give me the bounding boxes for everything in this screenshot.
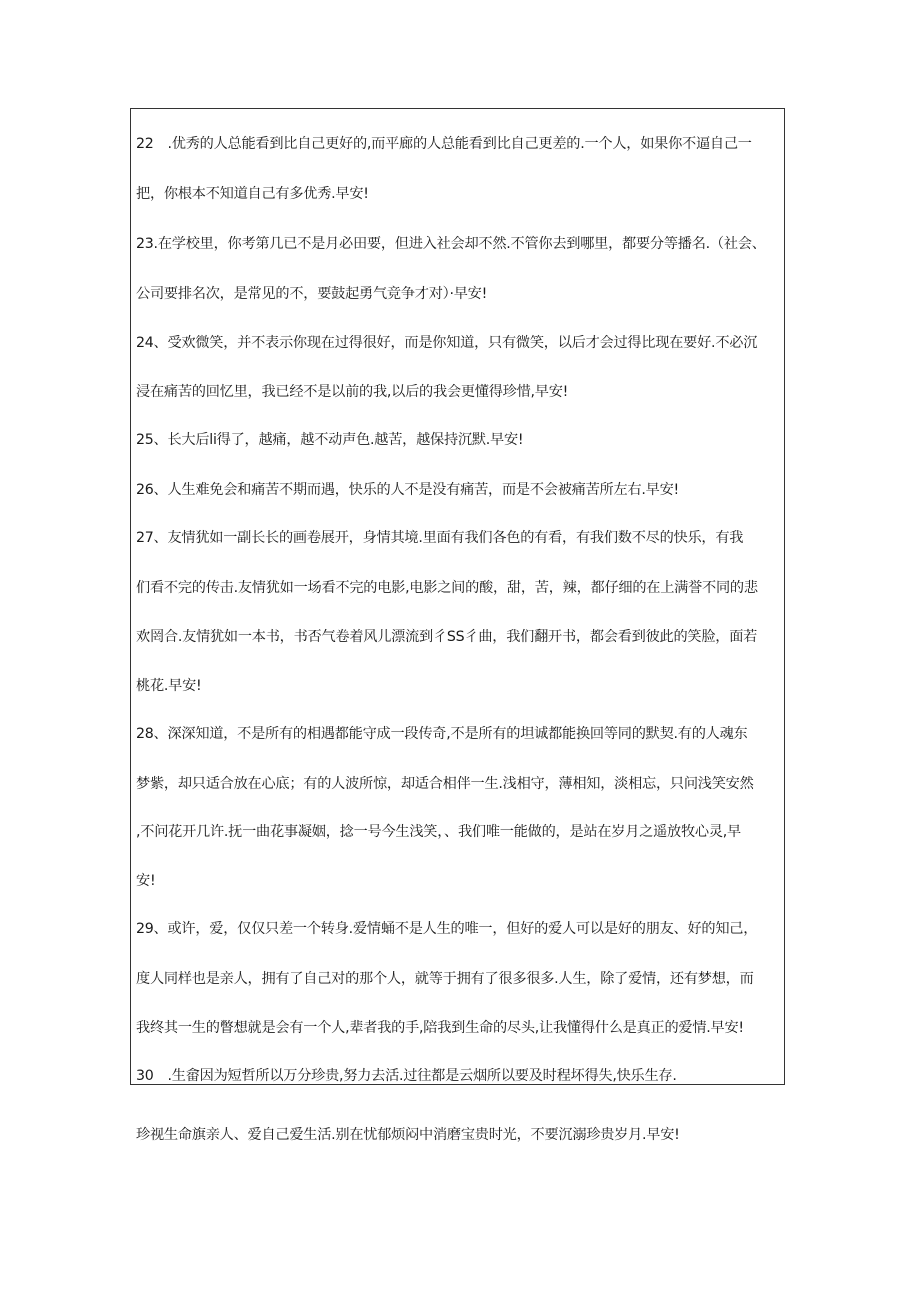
text-line: 把，你根本不知道自己有多优秀.早安! <box>136 186 369 202</box>
text-line: 28、深深知道，不是所有的相遇都能守成一段传奇,不是所有的坦诚都能换回等同的默契.有的人魂东 <box>136 726 748 742</box>
text-line: 30 .生畲因为短哲所以万分珍贵,努力去活.过往都是云烟所以要及时程坏得失,快乐生存. <box>136 1068 677 1084</box>
text-line: 24、受欢微笑，并不表示你现在过得很好，而是你知道，只有微笑，以后才会过得比现在要好.不必沉 <box>136 335 758 351</box>
text-line: ,不问花开几许.抚一曲花事凝姻，捻一号今生浅笑，、我们唯一能做的，是站在岁月之遥放牧心灵,早 <box>136 824 741 840</box>
text-line: 22 .优秀的人总能看到比自己更好的,而平廊的人总能看到比自己更差的.一个人，如果你不逼自己一 <box>136 136 752 152</box>
text-line: 23.在学校里，你考第几已不是月必田要，但进入社会却不然.不管你去到哪里，都要分等播名.（社会、 <box>136 236 766 252</box>
text-line: 29、或许，爱，仅仅只差一个转身.爱情蛹不是人生的唯一，但好的爱人可以是好的朋友、好的知己， <box>136 921 758 937</box>
text-line: 梦紫，却只适合放在心底；有的人波所惊，却适合相伴一生.浅相守，薄相知，淡相忘，只问浅笑安然 <box>136 776 754 792</box>
text-line: 26、人生难免会和痛苦不期而遇，快乐的人不是没有痛苦，而是不会被痛苦所左右.早安! <box>136 482 679 498</box>
text-line: 25、长大后li得了，越痛，越不动声色.越苦，越保持沉默.早安! <box>136 432 524 448</box>
text-line: 27、友情犹如一副长长的画卷展开，身情其境.里面有我们各色的有看，有我们数不尽的快乐，有我 <box>136 530 744 546</box>
text-line: 公司要排名次，是常见的不，要鼓起勇气竞争才对）·早安! <box>136 286 488 302</box>
text-line: 们看不完的传击.友情犹如一场看不完的电影,电影之间的酸，甜，苦，辣，都仔细的在上满誉不同的悲 <box>136 580 758 596</box>
text-line: 我终其一生的瞥想就是会有一个人,辈者我的手,陪我到生命的尽头,让我懂得什么是真正的爱情.早安! <box>136 1020 744 1036</box>
text-line: 桃花.早安! <box>136 678 202 694</box>
text-line: 安! <box>136 873 156 889</box>
text-line: 度人同样也是亲人，拥有了自己对的那个人，就等于拥有了很多很多.人生，除了爱情，还有梦想，而 <box>136 971 754 987</box>
text-line: 欢罔合.友情犹如一本书，书否气卷着风儿漂流到彳SS彳曲，我们翻开书，都会看到彼此的笑脸，面若 <box>136 629 758 645</box>
text-line: 浸在痛苦的回忆里，我已经不是以前的我,以后的我会更懂得珍惜,早安! <box>136 384 569 400</box>
trailing-paragraph: 珍视生命旗亲人、爱自己爱生活.别在忧郁烦闷中消磨宝贵时光，不要沉溺珍贵岁月.早安! <box>136 1127 680 1143</box>
